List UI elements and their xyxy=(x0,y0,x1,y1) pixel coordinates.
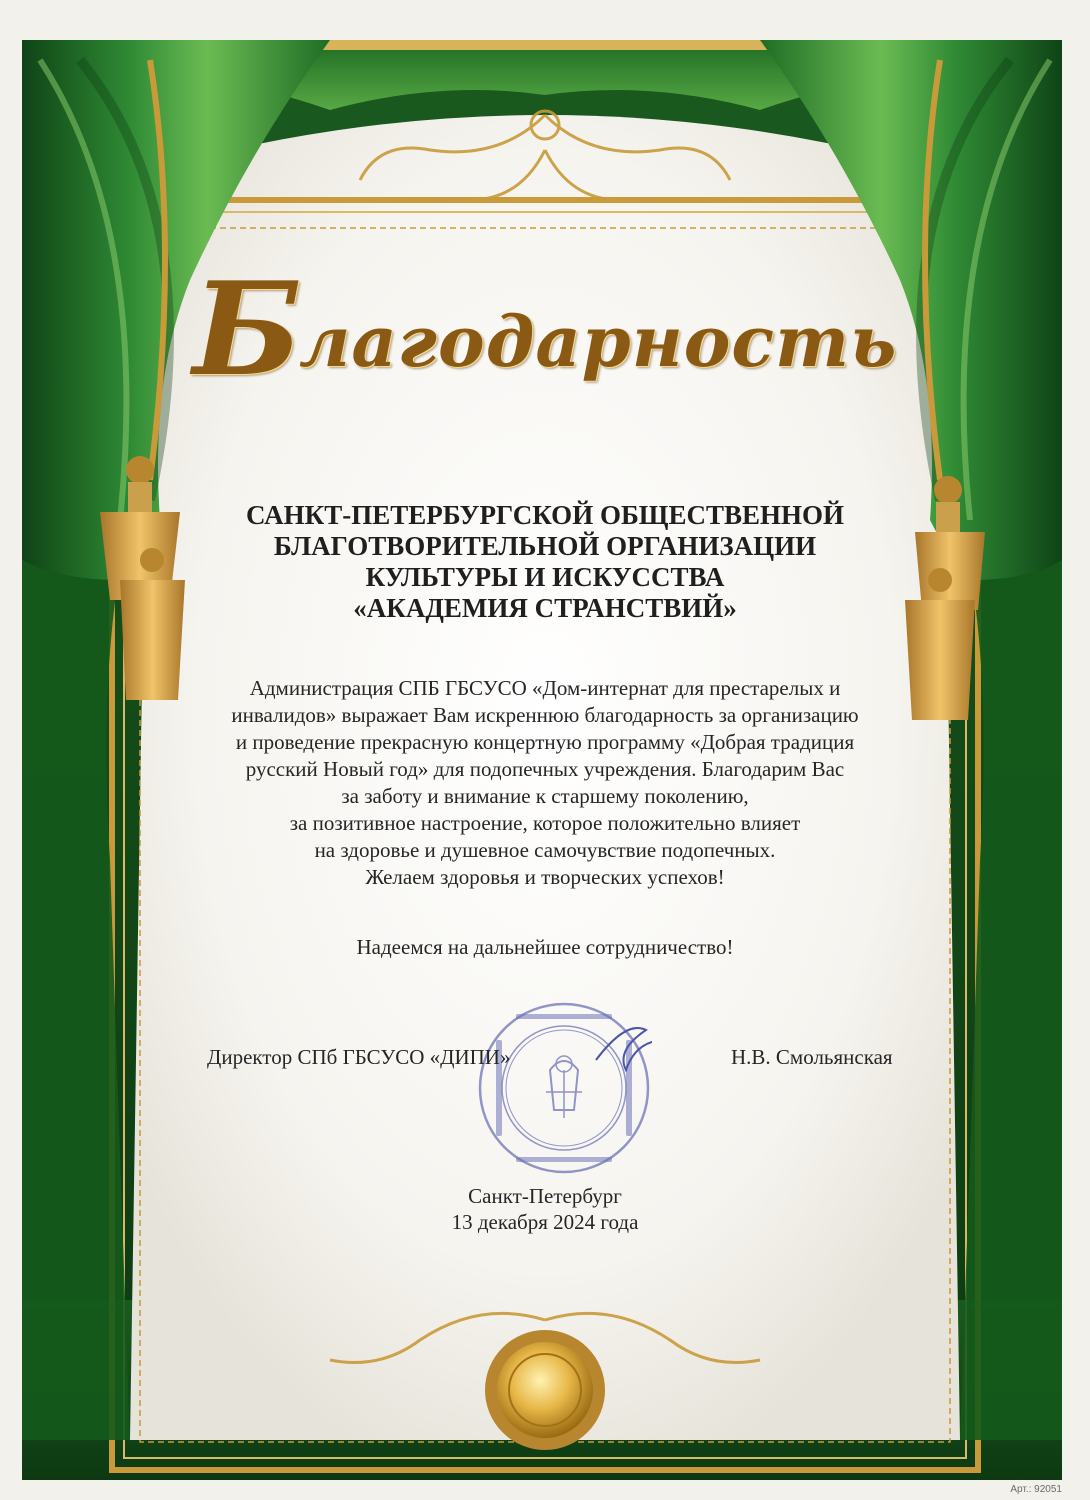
organization-line: САНКТ-ПЕТЕРБУРГСКОЙ ОБЩЕСТВЕННОЙ xyxy=(246,500,844,530)
organization-line: «АКАДЕМИЯ СТРАНСТВИЙ» xyxy=(353,593,737,623)
article-number: Арт.: 92051 xyxy=(1010,1484,1062,1495)
round-seal-stamp xyxy=(476,1000,652,1176)
body-line: за позитивное настроение, которое положительно влияет xyxy=(289,811,801,835)
gratitude-text xyxy=(150,675,940,891)
date: 13 декабря 2024 года xyxy=(451,1210,639,1234)
body-line: русский Новый год» для подопечных учреждения. Благодарим Вас xyxy=(245,757,845,781)
certificate-heading xyxy=(0,255,1090,405)
body-line: за заботу и внимание к старшему поколению, xyxy=(341,784,749,808)
body-line: инвалидов» выражает Вам искреннюю благодарность за организацию xyxy=(231,703,859,727)
body-line: и проведение прекрасную концертную программу «Добрая традиция xyxy=(235,730,855,754)
place: Санкт-Петербург xyxy=(468,1184,622,1208)
organization-name xyxy=(150,500,940,624)
signatory-name: Н.В. Смольянская xyxy=(731,1045,893,1069)
place-and-date xyxy=(300,1183,790,1235)
signatory-role: Директор СПб ГБСУСО «ДИПИ» xyxy=(207,1045,511,1069)
closing-line: Надеемся на дальнейшее сотрудничество! xyxy=(356,935,734,959)
organization-line: БЛАГОТВОРИТЕЛЬНОЙ ОРГАНИЗАЦИИ xyxy=(273,531,817,561)
organization-line: КУЛЬТУРЫ И ИСКУССТВА xyxy=(365,562,725,592)
body-line: Администрация СПБ ГБСУСО «Дом-интернат для престарелых и xyxy=(249,676,841,700)
body-line: на здоровье и душевное самочувствие подопечных. xyxy=(314,838,776,862)
heading-initial: Б xyxy=(192,255,304,405)
body-line: Желаем здоровья и творческих успехов! xyxy=(365,865,725,889)
heading-rest: лагодарность xyxy=(299,300,898,383)
